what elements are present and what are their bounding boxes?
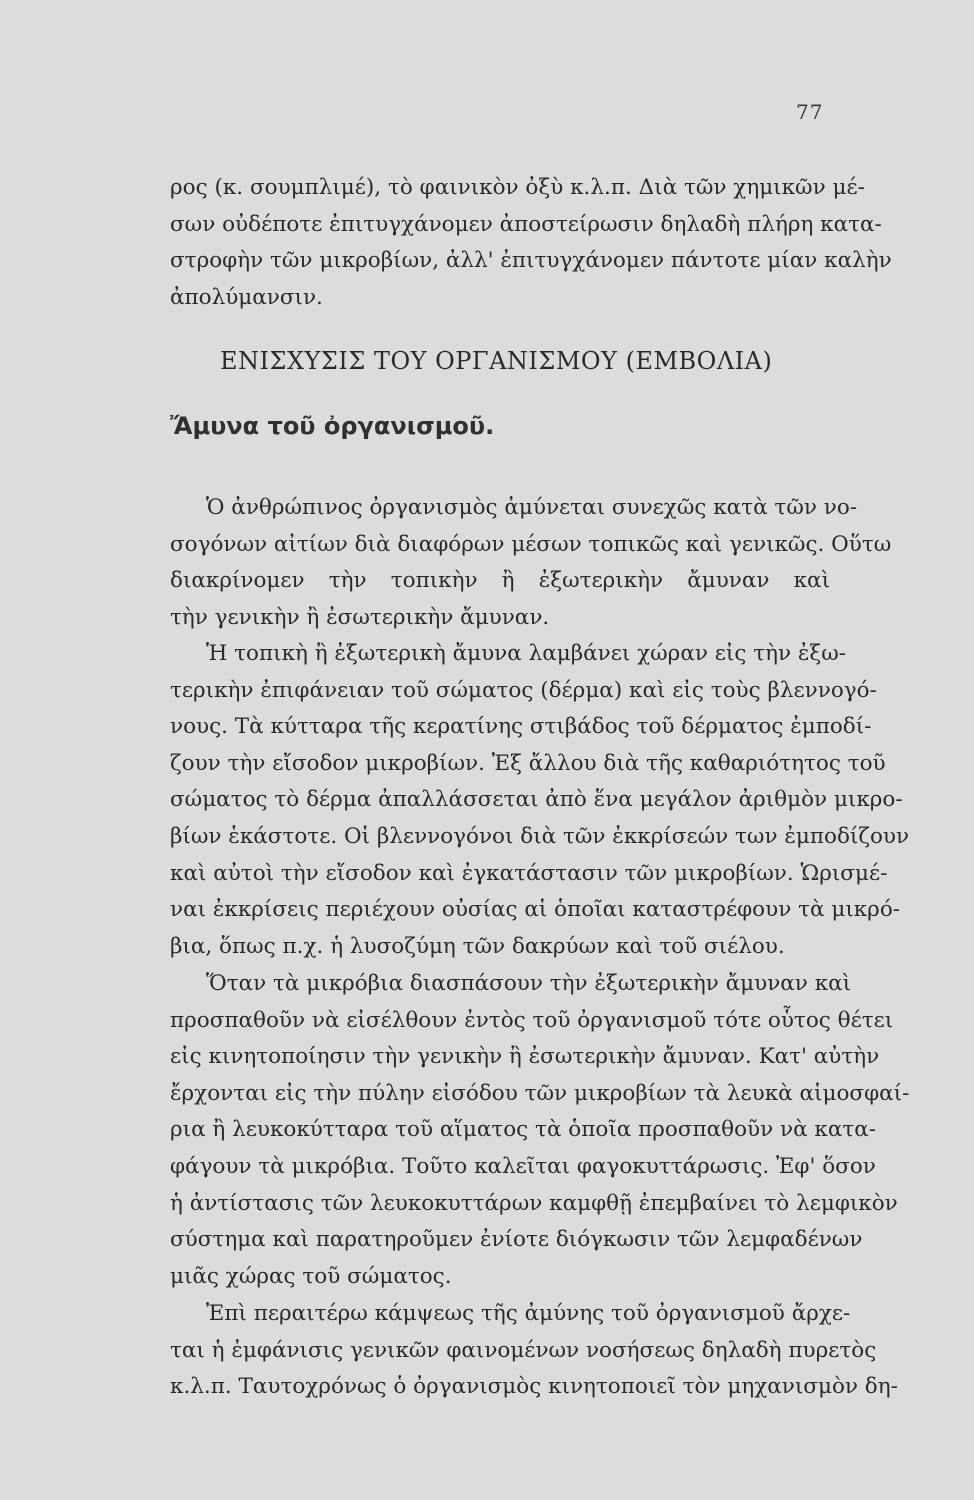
paragraph-1 xyxy=(170,490,892,636)
text-line: ναι ἐκκρίσεις περιέχουν οὐσίας αἱ ὁποῖαι καταστρέφουν τὰ μικρό- xyxy=(170,897,901,923)
text-line: νους. Τὰ κύτταρα τῆς κερατίνης στιβάδος τοῦ δέρματος ἐμποδί- xyxy=(170,714,872,740)
text-line: καὶ αὐτοὶ τὴν εἴσοδον καὶ ἐγκατάστασιν τῶν μικροβίων. Ὡρισμέ- xyxy=(170,860,888,886)
page-number: 77 xyxy=(796,100,824,124)
text-line: σώματος τὸ δέρμα ἀπαλλάσσεται ἀπὸ ἕνα μεγάλον ἀριθμὸν μικρο- xyxy=(170,787,903,813)
text-line: προσπαθοῦν νὰ εἰσέλθουν ἐντὸς τοῦ ὀργανισμοῦ τότε οὗτος θέτει xyxy=(170,1007,894,1033)
text-line: ται ἡ ἐμφάνισις γενικῶν φαινομένων νοσήσεως δηλαδὴ πυρετὸς xyxy=(170,1337,877,1363)
text-line: ἡ ἀντίστασις τῶν λευκοκυττάρων καμφθῇ ἐπεμβαίνει τὸ λεμφικὸν xyxy=(170,1190,898,1216)
intro-paragraph xyxy=(170,170,892,316)
text-line: ἔρχονται εἰς τὴν πύλην εἰσόδου τῶν μικροβίων τὰ λευκὰ αἱμοσφαί- xyxy=(170,1080,910,1106)
text-line: σύστημα καὶ παρατηροῦμεν ἐνίοτε διόγκωσιν τῶν λεμφαδένων xyxy=(170,1227,863,1253)
section-heading: ΕΝΙΣΧΥΣΙΣ ΤΟΥ ΟΡΓΑΝΙΣΜΟΥ (ΕΜΒΟΛΙΑ) xyxy=(220,347,773,375)
text-line: σων οὐδέποτε ἐπιτυγχάνομεν ἀποστείρωσιν δηλαδὴ πλήρη κατα- xyxy=(170,211,882,237)
paragraph-2 xyxy=(170,636,910,965)
text-line: βίων ἑκάστοτε. Οἱ βλεννογόνοι διὰ τῶν ἐκκρίσεών των ἐμποδίζουν xyxy=(170,823,910,849)
text-line: φάγουν τὰ μικρόβια. Τοῦτο καλεῖται φαγοκυττάρωσις. Ἐφ' ὅσον xyxy=(170,1153,876,1179)
text-line: εἰς κινητοποίησιν τὴν γενικὴν ἢ ἐσωτερικὴν ἄμυναν. Κατ' αὐτὴν xyxy=(170,1044,880,1070)
text-line: ζουν τὴν εἴσοδον μικροβίων. Ἐξ ἄλλου διὰ τῆς καθαριότητος τοῦ xyxy=(170,750,886,776)
text-line: ρος (κ. σουμπλιμέ), τὸ φαινικὸν ὀξὺ κ.λ.π. Διὰ τῶν χημικῶν μέ- xyxy=(170,175,865,200)
text-line: βια, ὅπως π.χ. ἡ λυσοζύμη τῶν δακρύων καὶ τοῦ σιέλου. xyxy=(170,933,785,959)
text-line: σογόνων αἰτίων διὰ διαφόρων μέσων τοπικῶς καὶ γενικῶς. Οὕτω xyxy=(170,531,892,557)
text-line: τερικὴν ἐπιφάνειαν τοῦ σώματος (δέρμα) καὶ εἰς τοὺς βλεννογό- xyxy=(170,677,877,703)
text-line: στροφὴν τῶν μικροβίων, ἀλλ' ἐπιτυγχάνομεν πάντοτε μίαν καλὴν xyxy=(170,248,892,274)
text-line: Ἐπὶ περαιτέρω κάμψεως τῆς ἀμύνης τοῦ ὀργανισμοῦ ἄρχε- xyxy=(206,1301,851,1326)
subsection-heading: Ἄμυνα τοῦ ὀργανισμοῦ. xyxy=(170,412,495,440)
text-line: Ὁ ἀνθρώπινος ὀργανισμὸς ἀμύνεται συνεχῶς κατὰ τῶν νο- xyxy=(206,495,858,520)
text-line: Ἡ τοπικὴ ἢ ἐξωτερικὴ ἄμυνα λαμβάνει χώραν εἰς τὴν ἐξω- xyxy=(206,641,847,666)
text-line: κ.λ.π. Ταυτοχρόνως ὁ ὀργανισμὸς κινητοποιεῖ τὸν μηχανισμὸν δη- xyxy=(170,1374,898,1400)
paragraph-3 xyxy=(170,966,910,1295)
text-line: τὴν γενικὴν ἢ ἐσωτερικὴν ἄμυναν. xyxy=(170,604,550,630)
text-line: ρια ἢ λευκοκύτταρα τοῦ αἵματος τὰ ὁποῖα προσπαθοῦν νὰ κατα- xyxy=(170,1117,877,1143)
text-line: Ὅταν τὰ μικρόβια διασπάσουν τὴν ἐξωτερικὴν ἄμυναν καὶ xyxy=(206,971,852,996)
text-line: μιᾶς χώρας τοῦ σώματος. xyxy=(170,1263,452,1289)
text-line: διακρίνομεν τὴν τοπικὴν ἢ ἐξωτερικὴν ἄμυναν καὶ xyxy=(170,568,830,594)
text-line: ἀπολύμανσιν. xyxy=(170,284,323,310)
paragraph-4 xyxy=(170,1296,898,1406)
